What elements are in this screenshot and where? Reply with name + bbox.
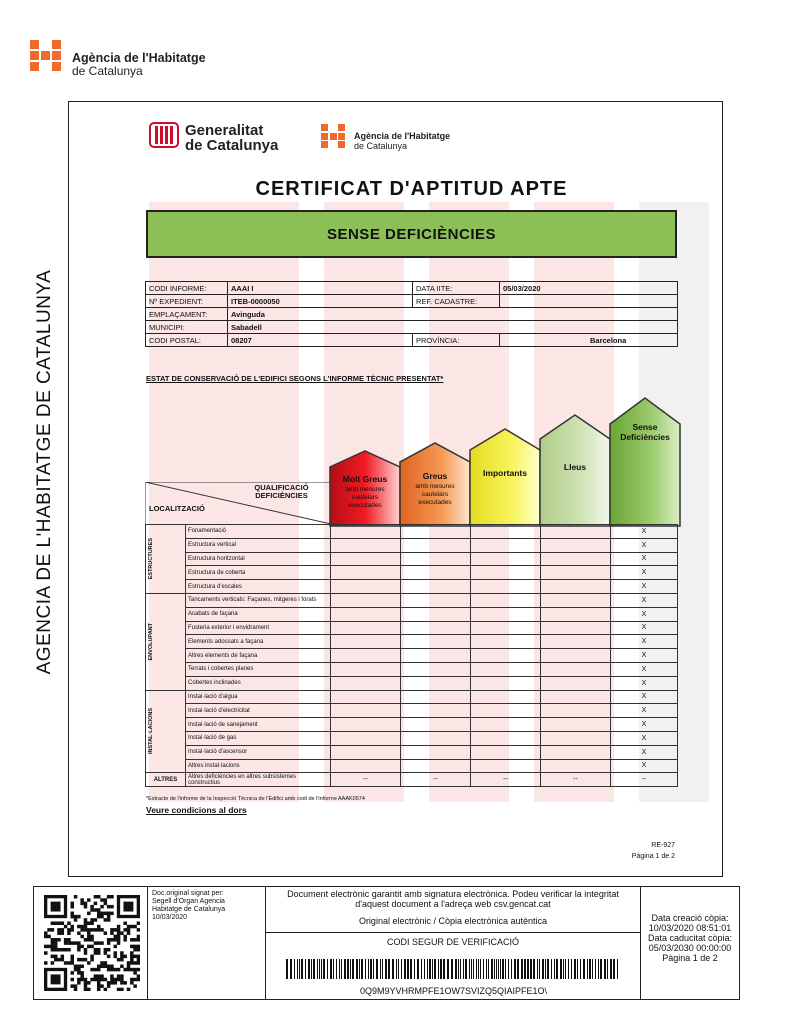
rating-cell bbox=[541, 635, 611, 649]
group-label: ESTRUCTURES bbox=[148, 538, 154, 580]
rating-cell: X bbox=[611, 704, 678, 718]
rating-cell: X bbox=[611, 538, 678, 552]
house-label-importants bbox=[470, 468, 540, 478]
altres-value: -- bbox=[541, 773, 611, 787]
rating-cell bbox=[331, 759, 401, 773]
qr-code-icon[interactable] bbox=[44, 895, 140, 991]
table-row bbox=[146, 745, 678, 759]
rating-cell bbox=[541, 704, 611, 718]
item-label: Instal·lació d'ascensor bbox=[186, 745, 331, 759]
rating-cell bbox=[331, 676, 401, 690]
rating-cell bbox=[541, 566, 611, 580]
rating-cell bbox=[401, 580, 471, 594]
item-label: Estructura vertical bbox=[186, 538, 331, 552]
item-label: Acabats de façana bbox=[186, 607, 331, 621]
table-row bbox=[146, 566, 678, 580]
ref-cadastre-label: REF. CADASTRE: bbox=[413, 295, 500, 308]
agency-logo-small-text bbox=[354, 131, 450, 151]
rating-cell bbox=[471, 538, 541, 552]
rating-cell bbox=[541, 649, 611, 663]
rating-cell bbox=[401, 525, 471, 539]
reference-block bbox=[632, 840, 675, 862]
table-row bbox=[146, 704, 678, 718]
agency-name-line2: de Catalunya bbox=[72, 64, 143, 78]
rating-cell bbox=[541, 676, 611, 690]
group-label: ENVOLUPANT bbox=[148, 623, 154, 661]
guarantee-cell bbox=[266, 887, 641, 933]
emplacament-value: Avinguda bbox=[228, 308, 678, 321]
municipi-label: MUNICIPI: bbox=[146, 321, 228, 334]
rating-cell bbox=[401, 731, 471, 745]
result-text: SENSE DEFICIÈNCIES bbox=[326, 225, 497, 243]
qr-code-cell bbox=[34, 887, 148, 999]
rating-cell bbox=[331, 525, 401, 539]
copy-dates-cell bbox=[641, 887, 739, 999]
deficiencies-table-body bbox=[146, 525, 678, 787]
rating-cell bbox=[401, 690, 471, 704]
verification-footer bbox=[33, 886, 740, 1000]
signed-line2: Segell d'Organ Agencia bbox=[152, 898, 225, 905]
item-label: Fonamentació bbox=[186, 525, 331, 539]
rating-cell bbox=[331, 731, 401, 745]
footnote: *Extracte de l'informe de la Inspecció Tècnica de l'Edifici amb codi de l'informe AAAK0574 bbox=[146, 796, 365, 802]
data-iite-value: 05/03/2020 bbox=[500, 282, 678, 295]
table-row bbox=[146, 607, 678, 621]
rating-cell bbox=[401, 538, 471, 552]
table-row bbox=[146, 676, 678, 690]
rating-cell bbox=[471, 525, 541, 539]
cat-title: Importants bbox=[483, 468, 527, 478]
rating-cell bbox=[471, 580, 541, 594]
item-label: Altres instal·lacions bbox=[186, 759, 331, 773]
barcode-icon bbox=[286, 959, 621, 979]
rating-cell bbox=[331, 635, 401, 649]
house-sense bbox=[610, 398, 680, 526]
creation-value: 10/03/2020 08:51:01 bbox=[648, 923, 732, 933]
rating-cell bbox=[331, 580, 401, 594]
item-label: Estructura d'escales bbox=[186, 580, 331, 594]
table-row bbox=[146, 690, 678, 704]
house-label-sense bbox=[610, 422, 680, 442]
rating-cell bbox=[401, 566, 471, 580]
rating-cell bbox=[331, 621, 401, 635]
item-label: Altres elements de façana bbox=[186, 649, 331, 663]
rating-cell bbox=[471, 621, 541, 635]
rating-cell: X bbox=[611, 580, 678, 594]
item-label: Terrats i cobertes planes bbox=[186, 662, 331, 676]
rating-cell bbox=[471, 607, 541, 621]
municipi-value: Sabadell bbox=[228, 321, 678, 334]
rating-cell bbox=[541, 552, 611, 566]
rating-cell bbox=[541, 690, 611, 704]
rating-cell bbox=[471, 731, 541, 745]
rating-cell bbox=[331, 538, 401, 552]
item-label: Tancaments verticals: Façanes, mitgeres i forats bbox=[186, 593, 331, 607]
provincia-label: PROVÍNCIA: bbox=[413, 334, 500, 347]
rating-cell: X bbox=[611, 593, 678, 607]
rating-cell bbox=[541, 607, 611, 621]
rating-cell bbox=[471, 704, 541, 718]
emplacament-label: EMPLAÇAMENT: bbox=[146, 308, 228, 321]
altres-value: -- bbox=[401, 773, 471, 787]
rating-cell: X bbox=[611, 662, 678, 676]
certificate-title: CERTIFICAT D'APTITUD APTE bbox=[255, 178, 568, 200]
generalitat-logo-text bbox=[185, 123, 278, 153]
rating-cell: X bbox=[611, 621, 678, 635]
item-label: Cobertes inclinades bbox=[186, 676, 331, 690]
item-label: Instal·lació de gas bbox=[186, 731, 331, 745]
ref-code: RE-927 bbox=[651, 842, 675, 849]
guarantee-text: Document electrònic garantit amb signatura electrònica. Podeu verificar la integritat d'aquest document a l'adreça web csv.gencat.cat bbox=[287, 889, 619, 909]
rating-cell bbox=[331, 718, 401, 732]
rating-cell bbox=[331, 552, 401, 566]
rating-cell: X bbox=[611, 745, 678, 759]
provincia-value: Barcelona bbox=[500, 334, 678, 347]
table-row bbox=[146, 593, 678, 607]
result-banner bbox=[146, 210, 677, 258]
rating-cell bbox=[541, 525, 611, 539]
table-row bbox=[146, 662, 678, 676]
rating-cell bbox=[401, 676, 471, 690]
table-row bbox=[146, 718, 678, 732]
rating-cell: X bbox=[611, 676, 678, 690]
creation-label: Data creació còpia: bbox=[651, 913, 729, 923]
codi-postal-value: 08207 bbox=[228, 334, 413, 347]
generalitat-line2: de Catalunya bbox=[185, 137, 279, 154]
rating-cell bbox=[331, 566, 401, 580]
info-table bbox=[145, 281, 678, 347]
table-row bbox=[146, 552, 678, 566]
codi-informe-value: AAAI I bbox=[228, 282, 413, 295]
rating-cell: X bbox=[611, 607, 678, 621]
rating-cell bbox=[471, 649, 541, 663]
rating-cell: X bbox=[611, 552, 678, 566]
expiry-value: 05/03/2030 00:00:00 bbox=[648, 943, 732, 953]
codi-segur-value[interactable]: 0Q9M9YVHRMPFE1OW7SVIZQ5QIAIPFE1O\ bbox=[359, 986, 548, 996]
sidebar-vertical-text: AGENCIA DE L'HABITATGE DE CATALUNYA bbox=[34, 269, 55, 675]
rating-cell bbox=[471, 745, 541, 759]
house-label-greus bbox=[400, 472, 470, 507]
rating-cell bbox=[401, 704, 471, 718]
table-row-altres bbox=[146, 773, 678, 787]
rating-cell bbox=[541, 759, 611, 773]
section-title: ESTAT DE CONSERVACIÓ DE L'EDIFICI SEGONS L'INFORME TÈCNIC PRESENTAT* bbox=[146, 374, 444, 383]
agency-logo-text bbox=[72, 52, 206, 78]
cat-sub: amb mesures cautelars executades bbox=[415, 483, 455, 506]
expedient-value: ITEB-0000050 bbox=[228, 295, 413, 308]
altres-item: Altres deficiències en altres subsistemes constructius bbox=[186, 773, 331, 787]
item-label: Instal·lació de sanejament bbox=[186, 718, 331, 732]
rating-cell: X bbox=[611, 718, 678, 732]
rating-cell bbox=[541, 621, 611, 635]
agency-name-line1: Agència de l'Habitatge bbox=[72, 51, 206, 65]
item-label: Estructura horitzontal bbox=[186, 552, 331, 566]
item-label: Fusteria exterior i envidrament bbox=[186, 621, 331, 635]
rating-cell: X bbox=[611, 649, 678, 663]
rating-cell bbox=[331, 704, 401, 718]
rating-cell bbox=[471, 690, 541, 704]
table-row bbox=[146, 538, 678, 552]
signed-line1: Doc.original signat per: bbox=[152, 890, 224, 897]
rating-cell bbox=[401, 635, 471, 649]
group-cell bbox=[146, 593, 186, 690]
data-iite-label: DATA IITE: bbox=[413, 282, 500, 295]
rating-cell bbox=[541, 718, 611, 732]
table-row bbox=[146, 621, 678, 635]
qualificacio-label: QUALIFICACIÓ DEFICIÈNCIES bbox=[254, 483, 309, 500]
rating-cell bbox=[401, 552, 471, 566]
generalitat-logo-icon bbox=[149, 122, 179, 148]
rating-cell: X bbox=[611, 731, 678, 745]
table-row bbox=[146, 580, 678, 594]
expedient-label: Nº EXPEDIENT: bbox=[146, 295, 228, 308]
rating-cell bbox=[331, 690, 401, 704]
ref-cadastre-value bbox=[500, 295, 678, 308]
rating-cell bbox=[401, 621, 471, 635]
footer-page-label: Pàgina 1 de 2 bbox=[662, 953, 718, 963]
certificate-page-label: Pàgina 1 de 2 bbox=[631, 853, 675, 860]
altres-label: ALTRES bbox=[146, 773, 186, 787]
rating-cell bbox=[471, 662, 541, 676]
rating-cell bbox=[331, 662, 401, 676]
rating-cell bbox=[471, 718, 541, 732]
rating-cell bbox=[331, 745, 401, 759]
group-label: INSTAL·LACIONS bbox=[148, 708, 154, 755]
rating-cell bbox=[541, 662, 611, 676]
cat-sub: amb mesures cautelars executades bbox=[345, 486, 385, 509]
rating-cell: X bbox=[611, 566, 678, 580]
rating-cell bbox=[331, 649, 401, 663]
expiry-label: Data caducitat còpia: bbox=[647, 933, 733, 943]
generalitat-line1: Generalitat bbox=[185, 122, 264, 139]
table-row bbox=[146, 525, 678, 539]
certificate-frame bbox=[68, 101, 723, 877]
rating-cell bbox=[401, 607, 471, 621]
cat-title: Sense Deficiències bbox=[620, 422, 670, 442]
rating-cell bbox=[331, 593, 401, 607]
altres-value: -- bbox=[331, 773, 401, 787]
cat-title: Lleus bbox=[563, 462, 587, 472]
cat-title: Molt Greus bbox=[342, 474, 388, 484]
rating-cell bbox=[401, 662, 471, 676]
info-row bbox=[146, 282, 678, 295]
agency-small-line1: Agència de l'Habitatge bbox=[354, 131, 451, 141]
rating-cell bbox=[331, 607, 401, 621]
cat-title: Greus bbox=[422, 471, 448, 481]
original-text: Original electrònic / Còpia electrònica autèntica bbox=[358, 916, 548, 926]
house-label-lleus bbox=[540, 462, 610, 472]
rating-cell bbox=[471, 759, 541, 773]
rating-cell: X bbox=[611, 690, 678, 704]
codi-segur-cell bbox=[266, 933, 641, 999]
item-label: Instal·lació d'aigua bbox=[186, 690, 331, 704]
signed-line3: Habitatge de Catalunya bbox=[152, 906, 226, 913]
rating-cell bbox=[471, 552, 541, 566]
info-row bbox=[146, 295, 678, 308]
codi-segur-label: CODI SEGUR DE VERIFICACIÓ bbox=[386, 937, 520, 947]
table-row bbox=[146, 649, 678, 663]
rating-cell bbox=[471, 676, 541, 690]
conditions-link[interactable]: Veure condicions al dors bbox=[146, 805, 247, 815]
codi-informe-label: CODI INFORME: bbox=[146, 282, 228, 295]
agency-logo-icon bbox=[30, 40, 61, 71]
table-row bbox=[146, 731, 678, 745]
rating-cell bbox=[401, 718, 471, 732]
item-label: Instal·lació d'electricitat bbox=[186, 704, 331, 718]
info-row bbox=[146, 321, 678, 334]
rating-cell bbox=[401, 593, 471, 607]
agency-logo-small-icon bbox=[321, 124, 345, 148]
rating-cell bbox=[471, 593, 541, 607]
rating-cell bbox=[541, 580, 611, 594]
rating-cell bbox=[401, 759, 471, 773]
info-row bbox=[146, 308, 678, 321]
rating-cell: X bbox=[611, 759, 678, 773]
rating-cell bbox=[471, 566, 541, 580]
rating-cell bbox=[541, 538, 611, 552]
signed-line4: 10/03/2020 bbox=[152, 914, 188, 921]
table-row bbox=[146, 635, 678, 649]
item-label: Estructura de coberta bbox=[186, 566, 331, 580]
agency-small-line2: de Catalunya bbox=[354, 141, 408, 151]
rating-cell bbox=[401, 745, 471, 759]
altres-value: -- bbox=[471, 773, 541, 787]
rating-cell bbox=[541, 731, 611, 745]
table-row bbox=[146, 759, 678, 773]
rating-cell bbox=[471, 635, 541, 649]
altres-value: -- bbox=[611, 773, 678, 787]
codi-postal-label: CODI POSTAL: bbox=[146, 334, 228, 347]
item-label: Elements adossats a façana bbox=[186, 635, 331, 649]
info-row bbox=[146, 334, 678, 347]
rating-cell: X bbox=[611, 635, 678, 649]
house-label-molt-greus bbox=[330, 475, 400, 510]
deficiencies-table bbox=[145, 524, 678, 787]
group-cell bbox=[146, 525, 186, 594]
localitzacio-label: LOCALITZACIÓ bbox=[149, 504, 205, 513]
rating-cell bbox=[401, 649, 471, 663]
rating-cell: X bbox=[611, 525, 678, 539]
signed-by-cell bbox=[148, 887, 266, 999]
rating-cell bbox=[541, 745, 611, 759]
group-cell bbox=[146, 690, 186, 773]
rating-cell bbox=[541, 593, 611, 607]
